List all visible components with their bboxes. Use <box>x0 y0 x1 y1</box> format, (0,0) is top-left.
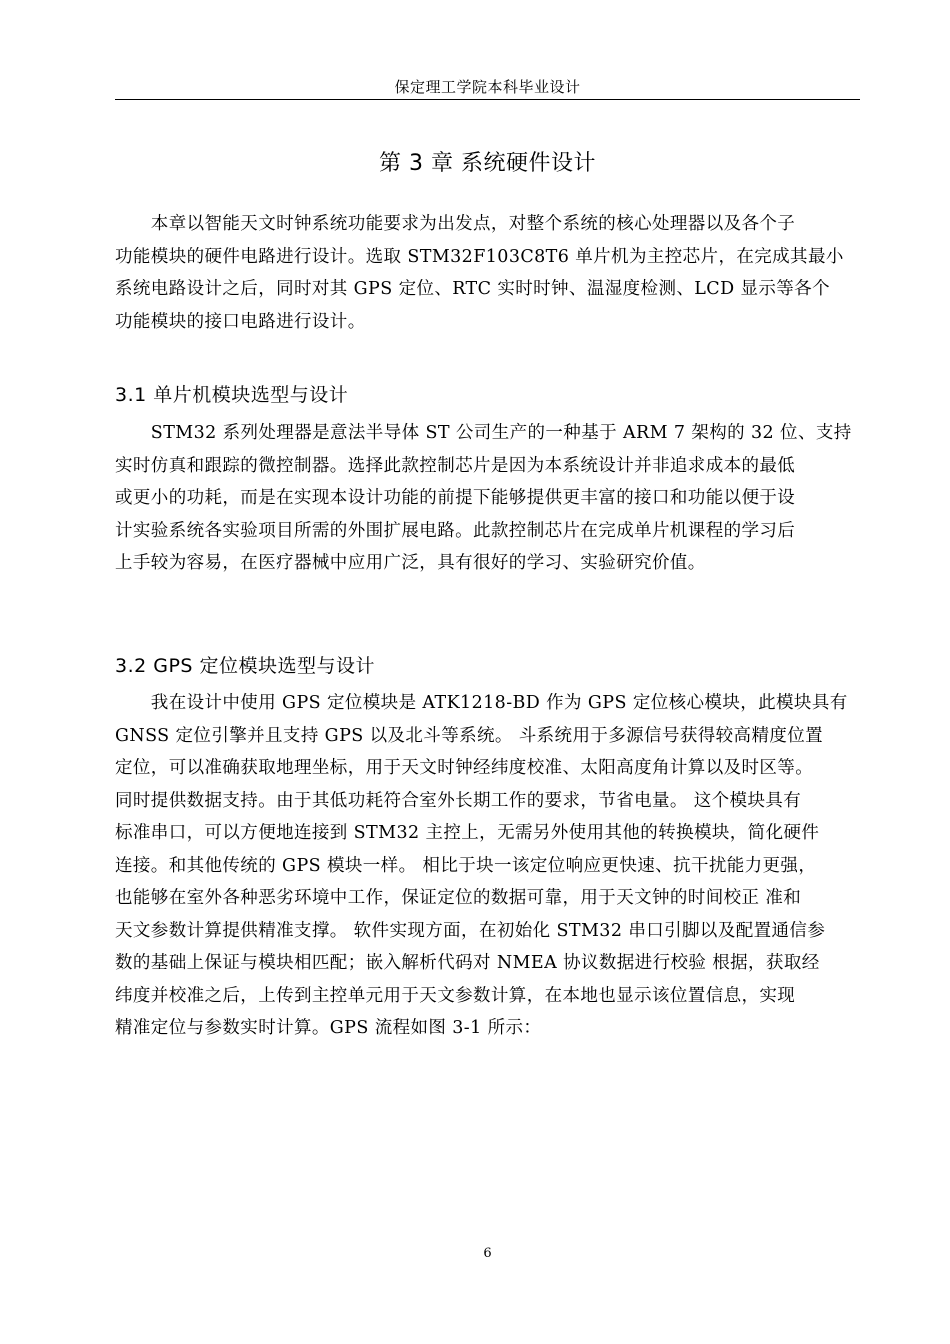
paragraph-line: GNSS 定位引擎并且支持 GPS 以及北斗等系统。 斗系统用于多源信号获得较高精度位置 <box>115 725 824 746</box>
paragraph-line: 也能够在室外各种恶劣环境中工作，保证定位的数据可靠，用于天文钟的时间校正 准和 <box>115 888 802 908</box>
header-divider <box>115 99 860 100</box>
paragraph-line: 上手较为容易，在医疗器械中应用广泛，具有很好的学习、实验研究价值。 <box>115 553 706 573</box>
paragraph-line: 功能模块的接口电路进行设计。 <box>115 311 366 332</box>
paragraph-line: 连接。和其他传统的 GPS 模块一样。 相比于块一该定位响应更快速、抗干扰能力更强， <box>115 855 817 876</box>
paragraph-line: 标准串口，可以方便地连接到 STM32 主控上，无需另外使用其他的转换模块，简化硬件 <box>115 823 820 843</box>
paragraph-line: 或更小的功耗，而是在实现本设计功能的前提下能够提供更丰富的接口和功能以便于设 <box>115 488 796 508</box>
page-number: 6 <box>483 1246 492 1261</box>
section-3-1-paragraph <box>115 417 860 580</box>
intro-paragraph <box>115 208 860 338</box>
paragraph-line: 实时仿真和跟踪的微控制器。选择此款控制芯片是因为本系统设计并非追求成本的最低 <box>115 455 796 476</box>
section-title-3-1: 3.1 单片机模块选型与设计 <box>115 384 349 406</box>
paragraph-line: STM32 系列处理器是意法半导体 ST 公司生产的一种基于 ARM 7 架构的 32 位、支持 <box>115 423 852 443</box>
paragraph-line: 同时提供数据支持。由于其低功耗符合室外长期工作的要求，节省电量。 这个模块具有 <box>115 790 802 811</box>
paragraph-line: 本章以智能天文时钟系统功能要求为出发点，对整个系统的核心处理器以及各个子 <box>115 214 796 234</box>
paragraph-line: 数的基础上保证与模块相匹配；嵌入解析代码对 NMEA 协议数据进行校验 根据，获取经 <box>115 953 820 973</box>
paragraph-line: 天文参数计算提供精准支撑。 软件实现方面，在初始化 STM32 串口引脚以及配置通信参 <box>115 920 826 941</box>
paragraph-line: 精准定位与参数实时计算。GPS 流程如图 3-1 所示： <box>115 1018 542 1038</box>
paragraph-line: 计实验系统各实验项目所需的外围扩展电路。此款控制芯片在完成单片机课程的学习后 <box>115 520 796 541</box>
page-header <box>115 76 860 97</box>
header-school: 保定理工学院 <box>394 78 488 96</box>
paragraph-line: 功能模块的硬件电路进行设计。选取 STM32F103C8T6 单片机为主控芯片，在完成其最小 <box>115 246 844 267</box>
section-3-2-paragraph <box>115 687 860 1045</box>
paragraph-line: 纬度并校准之后，上传到主控单元用于天文参数计算，在本地也显示该位置信息，实现 <box>115 985 796 1006</box>
paragraph-line: 定位，可以准确获取地理坐标，用于天文时钟经纬度校准、太阳高度角计算以及时区等。 <box>115 758 814 778</box>
chapter-title: 第 3 章 系统硬件设计 <box>379 151 596 176</box>
paragraph-line: 系统电路设计之后，同时对其 GPS 定位、RTC 实时时钟、温湿度检测、LCD 显示等各个 <box>115 279 830 299</box>
paragraph-line: 我在设计中使用 GPS 定位模块是 ATK1218-BD 作为 GPS 定位核心模块，此模块具有 <box>115 693 848 713</box>
section-title-3-2: 3.2 GPS 定位模块选型与设计 <box>115 655 376 677</box>
header-doc-type: 本科毕业设计 <box>487 78 581 96</box>
